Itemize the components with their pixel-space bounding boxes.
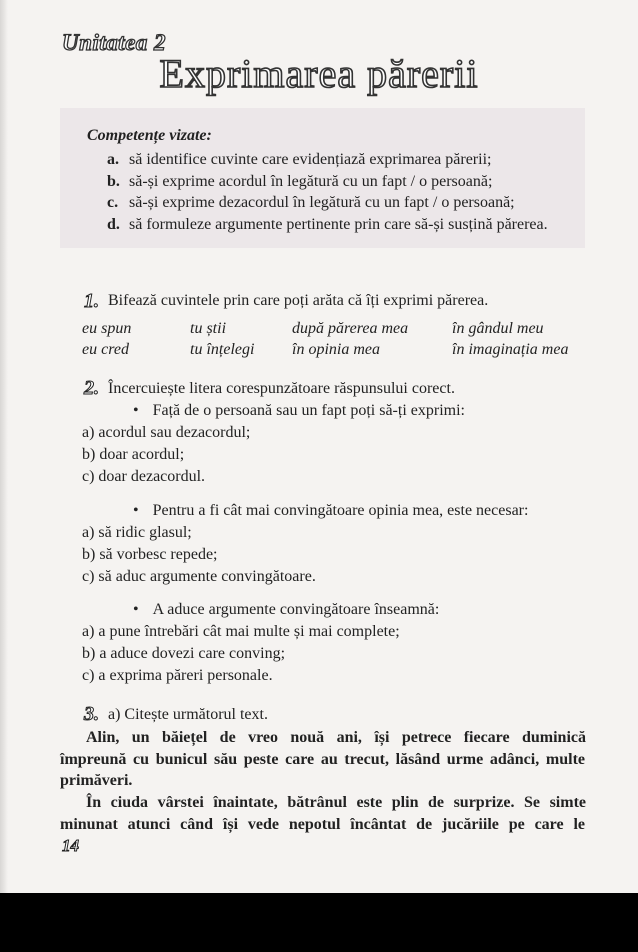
question-1: • Față de o persoană sau un fapt poți să-ți exprimi: [133,402,465,420]
answer-option[interactable]: c) doar dezacordul. [82,468,206,485]
text-line: împreună cu bunicul său peste care au trecut, lăsând urme adânci, multe [60,751,585,768]
answer-option[interactable]: b) a aduce dovezi care conving; [82,645,286,662]
exercise-2-instruction: Încercuiește litera corespunzătoare răspunsului corect. [108,380,455,397]
exercise-1-instruction: Bifează cuvintele prin care poți arăta că îți exprimi părerea. [108,292,489,309]
exercise-3-number: 3. [84,703,99,725]
competence-item: c. să-și exprime dezacordul în legătură cu un fapt / o persoană; [107,194,515,211]
page-title: Exprimarea părerii [159,51,479,96]
answer-option[interactable]: a) acordul sau dezacordul; [82,424,251,441]
word-option[interactable]: în opinia mea [292,341,380,358]
answer-option[interactable]: b) să vorbesc repede; [82,546,218,563]
text-line: Alin, un băiețel de vreo nouă ani, își petrece fiecare duminică [86,729,586,746]
word-option[interactable]: eu spun [82,320,132,337]
exercise-2-number: 2. [84,377,99,399]
question-2: • Pentru a fi cât mai convingătoare opinia mea, este necesar: [133,502,528,520]
word-option[interactable]: tu știi [190,320,227,337]
text-line: primăveri. [60,772,133,789]
answer-option[interactable]: a) a pune întrebări cât mai multe și mai complete; [82,623,400,640]
word-option[interactable]: eu cred [82,341,129,358]
exercise-3-instruction: a) Citește următorul text. [108,706,268,723]
word-option[interactable]: după părerea mea [292,320,409,337]
word-option[interactable]: în gândul meu [452,320,544,337]
competences-heading: Competențe vizate: [87,127,212,144]
competence-item: d. să formuleze argumente pertinente prin care să-și susțină părerea. [107,216,548,233]
competence-item: b. să-și exprime acordul în legătură cu un fapt / o persoană; [107,173,493,190]
word-option[interactable]: tu înțelegi [190,341,255,358]
answer-option[interactable]: b) doar acordul; [82,446,185,463]
unit-label: Unitatea 2 [62,30,167,55]
text-line: minunat atunci când își vede nepotul încântat de jucăriile pe care le [60,816,585,833]
answer-option[interactable]: c) a exprima păreri personale. [82,667,273,684]
word-option[interactable]: în imaginația mea [452,341,569,358]
page-number: 14 [62,836,79,855]
competence-item: a. să identifice cuvinte care evidențiază exprimarea părerii; [107,151,492,168]
answer-option[interactable]: a) să ridic glasul; [82,524,192,541]
question-3: • A aduce argumente convingătoare înseamnă: [133,601,439,619]
exercise-1-number: 1. [84,290,99,312]
answer-option[interactable]: c) să aduc argumente convingătoare. [82,568,316,585]
text-line: În ciuda vârstei înaintate, bătrânul este plin de surprize. Se simte [86,794,586,811]
